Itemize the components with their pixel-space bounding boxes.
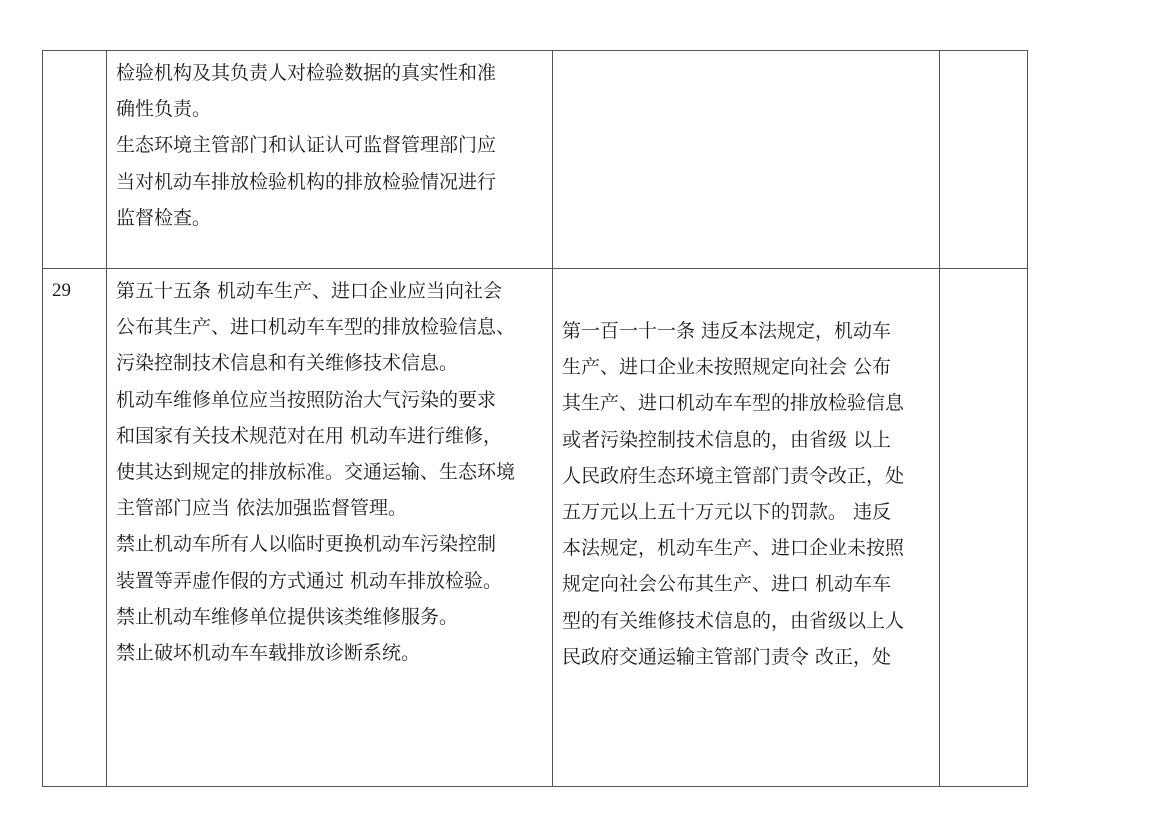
article-line: 装置等弄虚作假的方式通过 机动车排放检验。 — [116, 569, 503, 592]
penalty-line: 生产、进口企业未按照规定向社会 公布 — [562, 356, 892, 379]
article-line: 确性负责。 — [116, 98, 212, 121]
article-line: 检验机构及其负责人对检验数据的真实性和准 — [116, 62, 497, 84]
article-line: 禁止机动车维修单位提供该类维修服务。 — [116, 605, 459, 628]
article-line: 机动车维修单位应当按照防治大气污染的要求 — [116, 388, 497, 411]
article-line: 主管部门应当 依法加强监督管理。 — [116, 497, 408, 520]
article-line: 生态环境主管部门和认证认可监督管理部门应 — [116, 134, 497, 157]
article-line: 禁止机动车所有人以临时更换机动车污染控制 — [116, 533, 497, 556]
table-row — [43, 269, 1028, 787]
article-line: 第五十五条 机动车生产、进口企业应当向社会 — [116, 280, 503, 302]
penalty-line: 规定向社会公布其生产、进口 机动车车 — [562, 573, 892, 596]
penalty-line: 人民政府生态环境主管部门责令改正，处 — [562, 464, 905, 487]
article-line: 和国家有关技术规范对在用 机动车进行维修， — [116, 424, 503, 447]
note-cell — [940, 269, 1028, 787]
penalty-line: 民政府交通运输主管部门责令 改正，处 — [562, 645, 892, 668]
article-line: 公布其生产、进口机动车车型的排放检验信息、 — [116, 316, 516, 339]
article-line: 使其达到规定的排放标准。交通运输、生态环境 — [116, 461, 516, 484]
penalty-line: 其生产、进口机动车车型的排放检验信息 — [562, 392, 905, 415]
penalty-cell — [553, 51, 940, 269]
regulation-table — [42, 50, 1028, 787]
table-row — [43, 51, 1028, 269]
penalty-line: 第一百一十一条 违反本法规定，机动车 — [562, 320, 892, 342]
article-cell — [107, 51, 553, 269]
article-cell — [107, 269, 553, 787]
penalty-line: 五万元以上五十万元以下的罚款。 违反 — [562, 501, 892, 524]
note-cell — [940, 51, 1028, 269]
article-line: 禁止破坏机动车车载排放诊断系统。 — [116, 642, 421, 665]
penalty-cell — [553, 269, 940, 787]
article-line: 监督检查。 — [116, 206, 212, 229]
article-line: 当对机动车排放检验机构的排放检验情况进行 — [116, 170, 497, 193]
penalty-line: 型的有关维修技术信息的，由省级以上人 — [562, 609, 905, 632]
row-number-cell — [43, 51, 107, 269]
penalty-line: 或者污染控制技术信息的，由省级 以上 — [562, 428, 892, 451]
penalty-line: 本法规定，机动车生产、进口企业未按照 — [562, 537, 905, 560]
article-line: 污染控制技术信息和有关维修技术信息。 — [116, 352, 459, 375]
row-number-cell: 29 — [43, 269, 107, 787]
